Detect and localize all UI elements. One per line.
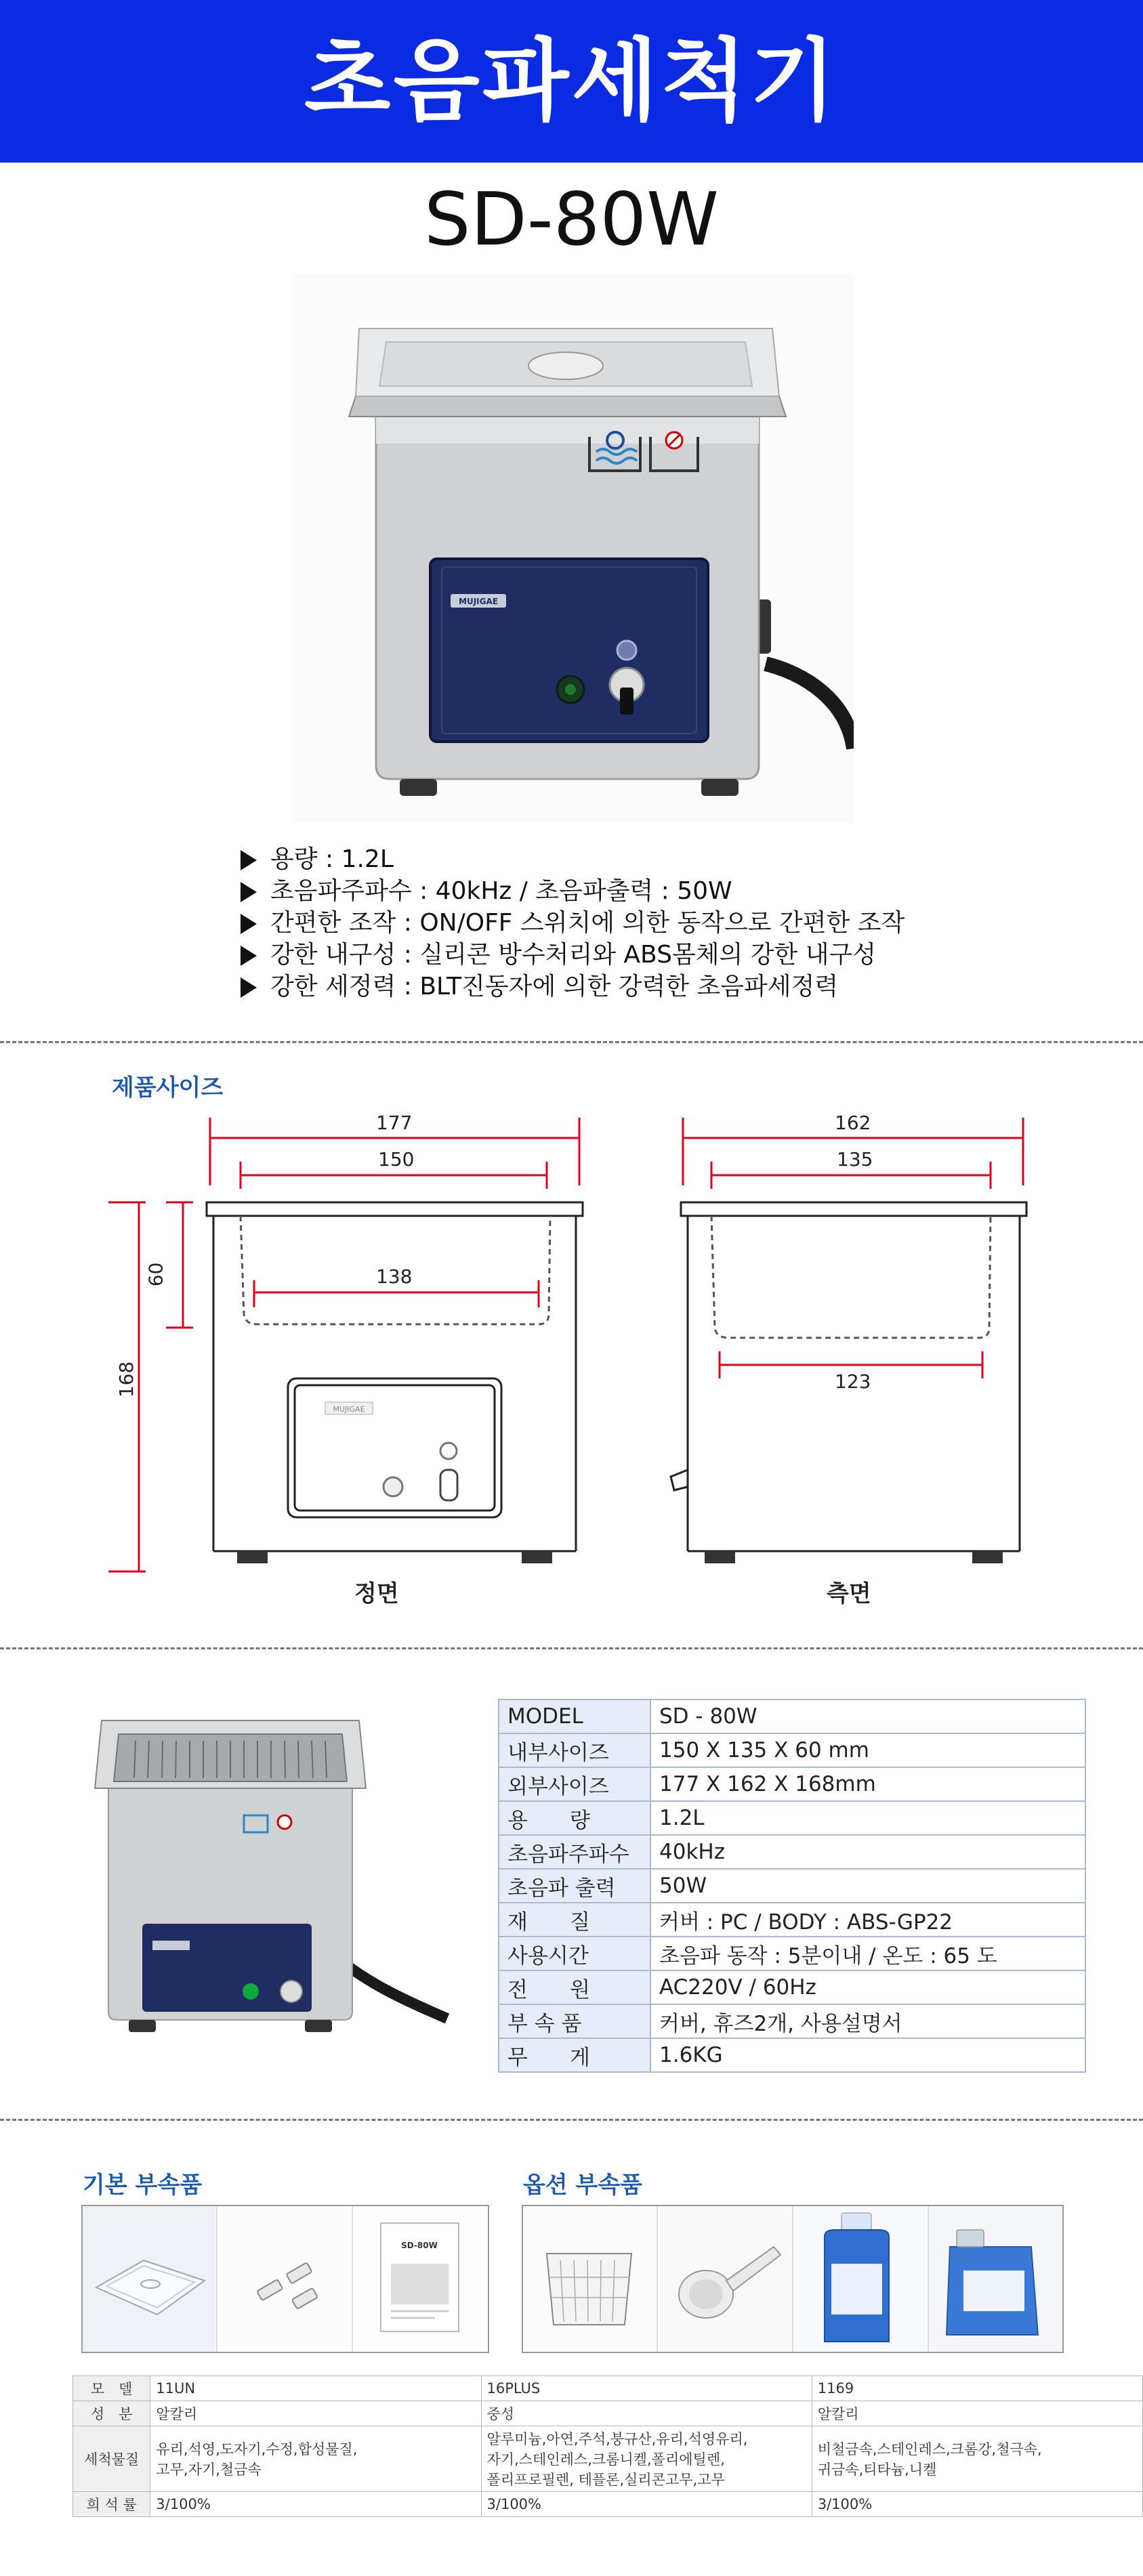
table-cell: 16PLUS [481, 2376, 812, 2401]
table-cell: 중성 [481, 2401, 812, 2426]
row-key: 세척물질 [73, 2426, 150, 2492]
table-row [499, 2038, 1085, 2072]
spec-key: 재 질 [499, 1903, 650, 1937]
table-row [73, 2492, 1143, 2517]
table-cell: 1169 [812, 2376, 1142, 2401]
table-cell: 3/100% [812, 2492, 1142, 2517]
optional-accessories-title: 옵션 부속품 [523, 2172, 643, 2199]
table-row [73, 2376, 1143, 2401]
bullet-arrow-icon [241, 946, 257, 966]
spec-value: 40kHz [650, 1835, 1085, 1869]
spec-value: 50W [650, 1869, 1085, 1903]
side-outer-width: 162 [835, 1112, 871, 1134]
front-bottom-width: 138 [376, 1265, 413, 1288]
basic-accessories-title: 기본 부속품 [83, 2172, 203, 2199]
product-photo [291, 274, 854, 823]
feature-capacity: 용량 : 1.2L [241, 840, 394, 874]
depth-value: 60 [144, 1262, 167, 1287]
feature-frequency: 초음파주파수 : 40kHz / 초음파출력 : 50W [241, 872, 732, 906]
bullet-arrow-icon [241, 850, 257, 870]
table-row [499, 1835, 1085, 1869]
front-outer-width: 177 [376, 1112, 413, 1134]
spec-key: 전 원 [499, 1970, 650, 2004]
table-row [499, 1733, 1085, 1767]
spec-value: AC220V / 60Hz [650, 1970, 1085, 2004]
spec-key: 무 게 [499, 2038, 650, 2072]
spec-key: 외부사이즈 [499, 1767, 650, 1801]
spec-table [498, 1699, 1086, 2073]
spec-value: 1.6KG [650, 2038, 1085, 2072]
table-cell: 3/100% [481, 2492, 812, 2517]
table-cell: 3/100% [150, 2492, 481, 2517]
table-row [499, 1699, 1085, 1733]
dimensions-section-title: 제품사이즈 [112, 1074, 224, 1101]
basic-accessories-illustration [83, 2206, 488, 2352]
row-key: 희 석 률 [73, 2492, 150, 2517]
table-cell: 알칼리 [812, 2401, 1142, 2426]
optional-accessories-illustration [523, 2206, 1062, 2352]
row-key: 모 델 [73, 2376, 150, 2401]
table-row [499, 1903, 1085, 1937]
table-row [73, 2426, 1143, 2492]
table-row [499, 1970, 1085, 2004]
bullet-arrow-icon [241, 914, 257, 934]
spec-value: 커버 : PC / BODY : ABS-GP22 [650, 1903, 1085, 1937]
spec-value: 커버, 휴즈2개, 사용설명서 [650, 2004, 1085, 2038]
spec-key: 사용시간 [499, 1937, 650, 1970]
divider [0, 1647, 1143, 1649]
panel-badge: MUJIGAE [459, 597, 498, 606]
spec-key: 부 속 품 [499, 2004, 650, 2038]
spec-key: 용 량 [499, 1801, 650, 1835]
table-cell: 11UN [150, 2376, 481, 2401]
feature-operation: 간편한 조작 : ON/OFF 스위치에 의한 동작으로 간편한 조작 [241, 904, 905, 938]
table-row [499, 1801, 1085, 1835]
spec-value: 150 X 135 X 60 mm [650, 1733, 1085, 1767]
spec-value: 초음파 동작 : 5분이내 / 온도 : 65 도 [650, 1937, 1085, 1970]
divider [0, 1041, 1143, 1043]
spec-key: 내부사이즈 [499, 1733, 650, 1767]
table-row [499, 2004, 1085, 2038]
height-value: 168 [115, 1361, 138, 1398]
table-cell: 알칼리 [150, 2401, 481, 2426]
spec-value: 1.2L [650, 1801, 1085, 1835]
cleaner-table [72, 2376, 1143, 2517]
basic-accessories-photos [81, 2205, 489, 2353]
front-view-label: 정면 [354, 1580, 399, 1607]
table-row [499, 1937, 1085, 1970]
row-key: 성 분 [73, 2401, 150, 2426]
front-inner-width: 150 [378, 1148, 415, 1170]
manual-label: SD-80W [401, 2241, 438, 2250]
feature-durability: 강한 내구성 : 실리콘 방수처리와 ABS몸체의 강한 내구성 [241, 935, 876, 970]
table-cell: 유리,석영,도자기,수정,합성물질, 고무,자기,철금속 [150, 2426, 481, 2492]
product-photo-open [81, 1700, 461, 2039]
bullet-arrow-icon [241, 977, 257, 998]
table-row [499, 1869, 1085, 1903]
side-inner-width: 135 [837, 1148, 873, 1170]
table-row [73, 2401, 1143, 2426]
spec-key: MODEL [499, 1699, 650, 1733]
optional-accessories-photos [522, 2205, 1064, 2353]
spec-key: 초음파주파수 [499, 1835, 650, 1869]
side-bottom-width: 123 [835, 1370, 871, 1393]
dimension-drawing [102, 1104, 1050, 1619]
model-name: SD-80W [424, 177, 719, 262]
spec-value: 177 X 162 X 168mm [650, 1767, 1085, 1801]
bullet-arrow-icon [241, 882, 257, 902]
side-view-label: 측면 [827, 1580, 871, 1607]
table-cell: 비철금속,스테인레스,크롬강,철극속, 귀금속,티타늄,니켈 [812, 2426, 1142, 2492]
spec-key: 초음파 출력 [499, 1869, 650, 1903]
feature-cleaning-power: 강한 세정력 : BLT진동자에 의한 강력한 초음파세정력 [241, 967, 838, 1002]
drawing-badge: MUJIGAE [333, 1405, 365, 1414]
table-row [499, 1767, 1085, 1801]
spec-value: SD - 80W [650, 1699, 1085, 1733]
table-cell: 알루미늄,아연,주석,붕규산,유리,석영유리, 자기,스테인레스,크롬니켈,폴리에틸렌, 폴리프로필렌, 테플론,실리콘고무,고무 [481, 2426, 812, 2492]
page-title: 초음파세척기 [304, 29, 839, 133]
divider [0, 2119, 1143, 2121]
